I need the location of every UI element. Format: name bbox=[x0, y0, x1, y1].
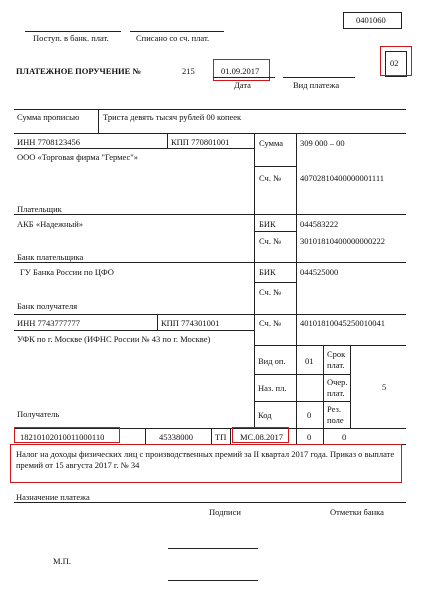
recipient-label: Получатель bbox=[17, 409, 60, 419]
bank-received-line bbox=[25, 31, 121, 32]
grid-line bbox=[14, 214, 406, 215]
date-label: Дата bbox=[234, 80, 251, 90]
grid-line bbox=[254, 374, 350, 375]
op-type-label: Вид оп. bbox=[258, 356, 286, 366]
grid-line bbox=[254, 282, 296, 283]
signatures-label: Подписи bbox=[209, 507, 241, 517]
page-title: ПЛАТЕЖНОЕ ПОРУЧЕНИЕ № bbox=[16, 66, 142, 76]
payer-account-label: Сч. № bbox=[259, 173, 282, 183]
order-number: 215 bbox=[182, 66, 195, 76]
sum-label: Сумма bbox=[259, 138, 284, 148]
grid-line bbox=[254, 166, 296, 167]
grid-line bbox=[14, 330, 254, 331]
recipient-bik-label: БИК bbox=[259, 267, 276, 277]
order-date: 01.09.2017 bbox=[221, 66, 260, 76]
payer-bik-label: БИК bbox=[259, 219, 276, 229]
grid-line bbox=[254, 345, 406, 346]
priority-label: Очер. плат. bbox=[327, 377, 348, 398]
payer-label: Плательщик bbox=[17, 204, 62, 214]
grid-line bbox=[145, 428, 146, 444]
basis-code: ТП bbox=[215, 432, 227, 442]
payer-corr: 30101810400000000222 bbox=[300, 236, 385, 246]
bank-marks-label: Отметки банка bbox=[330, 507, 384, 517]
recipient-bank-label: Банк получателя bbox=[17, 301, 78, 311]
grid-line bbox=[230, 428, 231, 444]
grid-line bbox=[296, 345, 297, 428]
grid-line bbox=[14, 314, 406, 315]
payer-name: ООО «Торговая фирма "Гермес"» bbox=[17, 152, 138, 162]
form-code: 0401060 bbox=[356, 15, 386, 25]
recipient-account: 40101810045250010041 bbox=[300, 318, 385, 328]
payer-account: 40702810400000001111 bbox=[300, 173, 385, 183]
amount-words-label: Сумма прописью bbox=[17, 112, 80, 122]
payment-type-label: Вид платежа bbox=[293, 80, 340, 90]
date-line bbox=[213, 77, 275, 78]
purpose-bottom-line bbox=[14, 502, 406, 503]
sum-value: 309 000 – 00 bbox=[300, 138, 345, 148]
payer-inn: ИНН 7708123456 bbox=[17, 137, 81, 147]
recipient-kpp: КПП 774301001 bbox=[161, 318, 220, 328]
period-highlight bbox=[232, 427, 289, 443]
grid-line bbox=[14, 148, 254, 149]
kbk-code: 18210102010011000110 bbox=[20, 432, 105, 442]
grid-line bbox=[254, 133, 255, 428]
doc-number: 0 bbox=[307, 432, 312, 442]
grid-line bbox=[211, 428, 212, 444]
kbk-highlight bbox=[14, 427, 120, 443]
debited-label: Списано со сч. плат. bbox=[136, 33, 210, 43]
grid-line bbox=[296, 133, 297, 345]
oktmo-code: 45338000 bbox=[159, 432, 193, 442]
grid-line bbox=[254, 231, 296, 232]
status-code: 02 bbox=[390, 58, 399, 68]
reserve-label: Рез. поле bbox=[327, 404, 344, 425]
grid-line bbox=[14, 262, 406, 263]
signature-line-1 bbox=[168, 548, 258, 549]
recipient-account-label: Сч. № bbox=[259, 318, 282, 328]
recipient-bank-name: ГУ Банка России по ЦФО bbox=[20, 267, 114, 277]
stamp-label: М.П. bbox=[53, 556, 71, 566]
amount-divider bbox=[98, 109, 99, 133]
payer-bank-name: АКБ «Надежный» bbox=[17, 219, 84, 229]
payment-type-line bbox=[283, 77, 355, 78]
amount-words: Триста девять тысяч рублей 00 копеек bbox=[103, 112, 242, 122]
grid-line bbox=[167, 133, 168, 148]
purpose-code-label: Наз. пл. bbox=[258, 383, 287, 393]
due-date-label: Срок плат. bbox=[327, 349, 346, 370]
grid-line bbox=[254, 401, 350, 402]
grid-line bbox=[323, 345, 324, 428]
recipient-inn: ИНН 7743777777 bbox=[17, 318, 81, 328]
signature-line-2 bbox=[168, 580, 258, 581]
payer-corr-label: Сч. № bbox=[259, 236, 282, 246]
payer-bik: 044583222 bbox=[300, 219, 339, 229]
code-value: 0 bbox=[307, 410, 312, 420]
payer-kpp: КПП 770801001 bbox=[171, 137, 230, 147]
doc-date: 0 bbox=[342, 432, 347, 442]
debited-line bbox=[130, 31, 224, 32]
purpose-text: Налог на доходы физических лиц с производственных премий за II квартал 2017 года. Приказ о выплате премий от 15 августа 2017 г. № 34 bbox=[16, 449, 395, 470]
grid-line bbox=[157, 314, 158, 330]
recipient-name: УФК по г. Москве (ИФНС России № 43 по г. Москве) bbox=[17, 334, 211, 344]
purpose-label: Назначение платежа bbox=[16, 492, 90, 502]
payer-bank-label: Банк плательщика bbox=[17, 252, 84, 262]
recipient-corr-label: Сч. № bbox=[259, 287, 282, 297]
recipient-bik: 044525000 bbox=[300, 267, 339, 277]
bank-received-label: Поступ. в банк. плат. bbox=[33, 33, 109, 43]
grid-line bbox=[350, 345, 351, 428]
op-type-value: 01 bbox=[305, 356, 314, 366]
amount-top-line bbox=[14, 109, 406, 110]
grid-line bbox=[296, 428, 297, 444]
grid-line bbox=[14, 133, 406, 134]
priority-value: 5 bbox=[382, 382, 387, 392]
code-label: Код bbox=[258, 410, 272, 420]
period-code: МС.08.2017 bbox=[240, 432, 283, 442]
grid-line bbox=[323, 428, 324, 444]
